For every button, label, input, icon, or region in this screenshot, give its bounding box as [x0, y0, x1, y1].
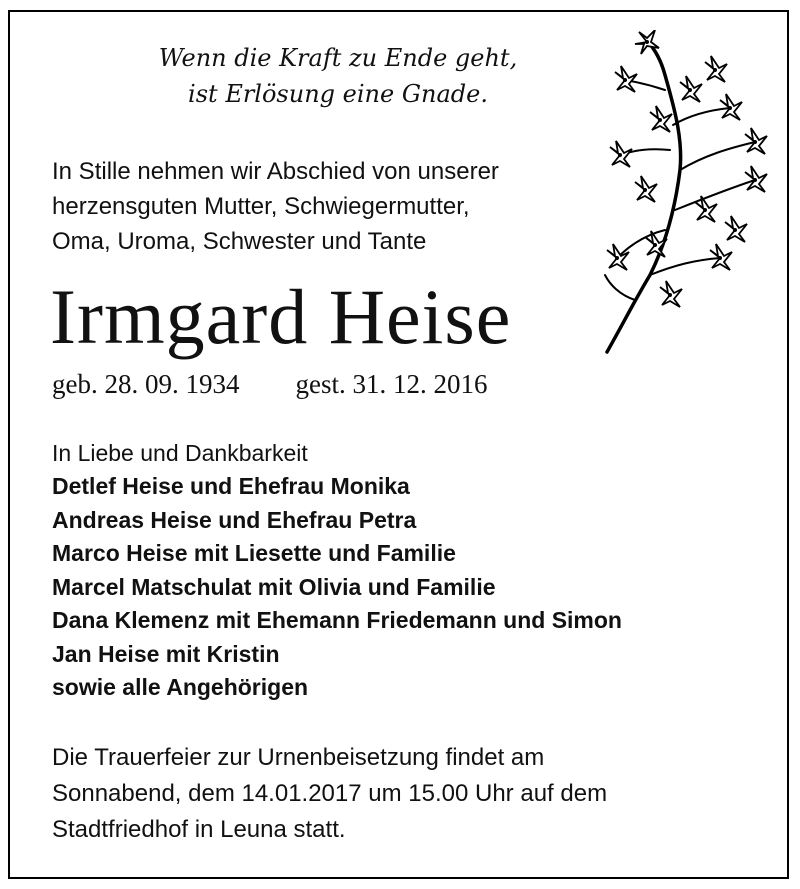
ceremony-notice	[52, 740, 607, 848]
mourner: Jan Heise mit Kristin	[52, 640, 280, 667]
mourner: Marco Heise mit Liesette und Familie	[52, 540, 456, 566]
intro-line: herzensguten Mutter, Schwiegermutter,	[52, 193, 470, 220]
intro-line: Oma, Uroma, Schwester und Tante	[52, 228, 427, 255]
ceremony-line: Sonnabend, dem 14.01.2017 um 15.00 Uhr auf dem	[52, 780, 608, 807]
ceremony-line: Stadtfriedhof in Leuna statt.	[52, 816, 346, 843]
motto-line: ist Erlösung eine Gnade.	[188, 80, 488, 108]
motto-line: Wenn die Kraft zu Ende geht,	[158, 44, 518, 72]
mourner: Detlef Heise und Ehefrau Monika	[52, 473, 410, 499]
mourner: sowie alle Angehörigen	[52, 674, 309, 700]
birth-date: geb. 28. 09. 1934	[52, 369, 240, 399]
ceremony-line: Die Trauerfeier zur Urnenbeisetzung findet am	[52, 744, 545, 771]
deceased-name: Irmgard Heise	[50, 273, 512, 360]
mourners-list	[52, 470, 622, 705]
intro-line: In Stille nehmen wir Abschied von unserer	[52, 158, 499, 185]
life-dates	[52, 366, 487, 402]
intro-text	[52, 154, 499, 259]
motto	[58, 40, 618, 112]
mourner: Andreas Heise und Ehefrau Petra	[52, 506, 417, 533]
death-date: gest. 31. 12. 2016	[295, 369, 488, 399]
thanks-line: In Liebe und Dankbarkeit	[52, 440, 308, 466]
flower-sprig-icon	[595, 30, 780, 360]
mourner: Marcel Matschulat mit Olivia und Familie	[52, 573, 496, 600]
mourner: Dana Klemenz mit Ehemann Friedemann und Simon	[52, 607, 622, 633]
